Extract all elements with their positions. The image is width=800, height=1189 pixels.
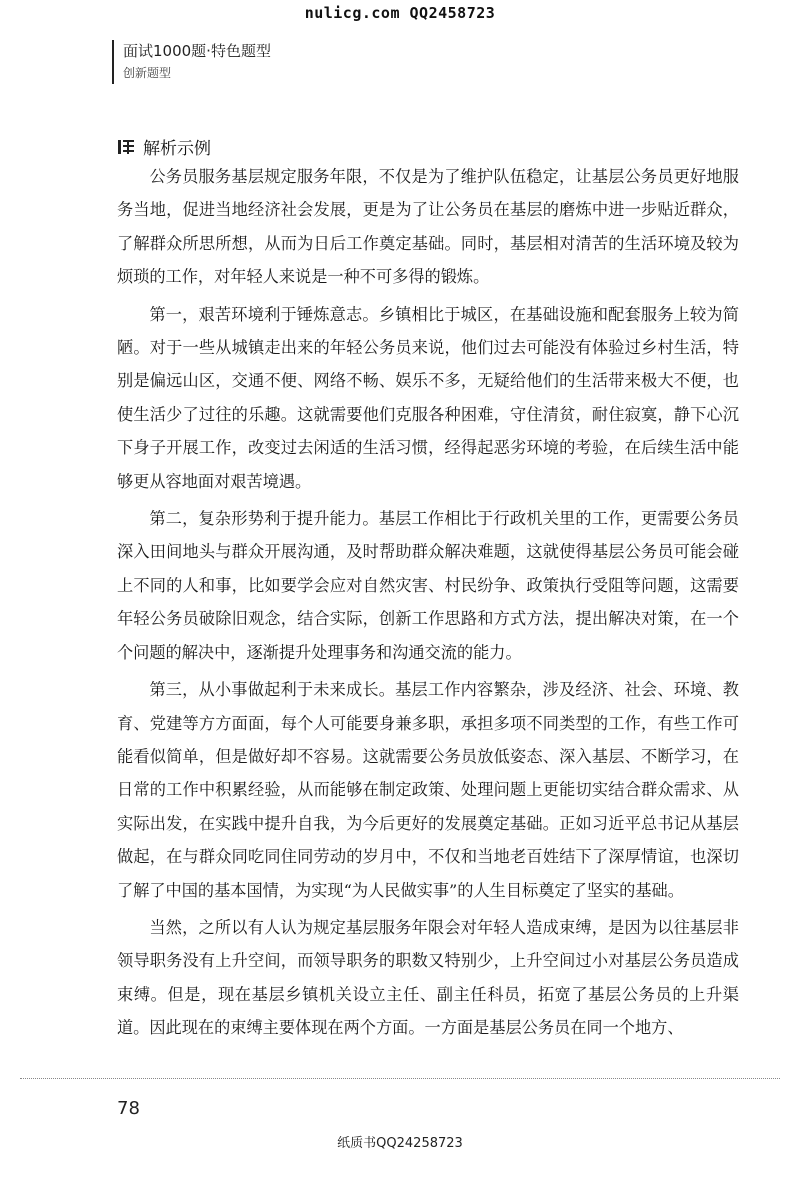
series-title: 面试1000题·特色题型 [123,42,271,60]
paragraph-point-1: 第一，艰苦环境利于锤炼意志。乡镇相比于城区，在基础设施和配套服务上较为简陋。对于一些从城镇走出来的年轻公务员来说，他们过去可能没有体验过乡村生活，特别是偏远山区，交通不便、网络不畅、娱乐不多，无疑给他们的生活带来极大不便，也使生活少了过往的乐趣。这就需要他们克服各种困难，守住清贫，耐住寂寞，静下心沉下身子开展工作，改变过去闲适的生活习惯，经得起恶劣环境的考验，在后续生活中能够更从容地面对艰苦境遇。 [117,304,739,491]
analysis-mark-icon [117,138,135,156]
paragraph-conclusion: 当然，之所以有人认为规定基层服务年限会对年轻人造成束缚，是因为以往基层非领导职务没有上升空间，而领导职务的职数又特别少，上升空间过小对基层公务员造成束缚。但是，现在基层乡镇机关设立主任、副主任科员，拓宽了基层公务员的上升渠道。因此现在的束缚主要体现在两个方面。一方面是基层公务员在同一个地方、 [117,917,739,1038]
section-title: 解析示例 [143,139,211,159]
top-watermark: nulicg.com QQ2458723 [304,4,496,22]
section-heading [117,134,211,159]
paragraph-intro: 公务员服务基层规定服务年限，不仅是为了维护队伍稳定，让基层公务员更好地服务当地，促进当地经济社会发展，更是为了让公务员在基层的磨炼中进一步贴近群众，了解群众所思所想，从而为日后工作奠定基础。同时，基层相对清苦的生活环境及较为烦琐的工作，对年轻人来说是一种不可多得的锻炼。 [117,167,739,287]
paragraph-point-3: 第三，从小事做起利于未来成长。基层工作内容繁杂，涉及经济、社会、环境、教育、党建等方方面面，每个人可能要身兼多职，承担多项不同类型的工作，有些工作可能看似简单，但是做好却不容易。这就需要公务员放低姿态、深入基层、不断学习，在日常的工作中积累经验，从而能够在制定政策、处理问题上更能切实结合群众需求、从实际出发，在实践中提升自我，为今后更好的发展奠定基础。正如习近平总书记从基层做起，在与群众同吃同住同劳动的岁月中，不仅和当地老百姓结下了深厚情谊，也深切了解了中国的基本国情，为实现“为人民做实事”的人生目标奠定了坚实的基础。 [117,680,739,900]
page-number: 78 [117,1098,140,1119]
page-bottom-divider [20,1078,780,1079]
running-header [112,40,271,84]
chapter-title: 创新题型 [123,66,172,80]
paragraph-point-2: 第二，复杂形势利于提升能力。基层工作相比于行政机关里的工作，更需要公务员深入田间地头与群众开展沟通，及时帮助群众解决难题，这就使得基层公务员可能会碰上不同的人和事，比如要学会应对自然灾害、村民纷争、政策执行受阻等问题，这需要年轻公务员破除旧观念，结合实际，创新工作思路和方式方法，提出解决对策，在一个个问题的解决中，逐渐提升处理事务和沟通交流的能力。 [117,509,739,662]
bottom-watermark: 纸质书QQ24258723 [337,1136,463,1151]
body-text [117,160,739,1049]
